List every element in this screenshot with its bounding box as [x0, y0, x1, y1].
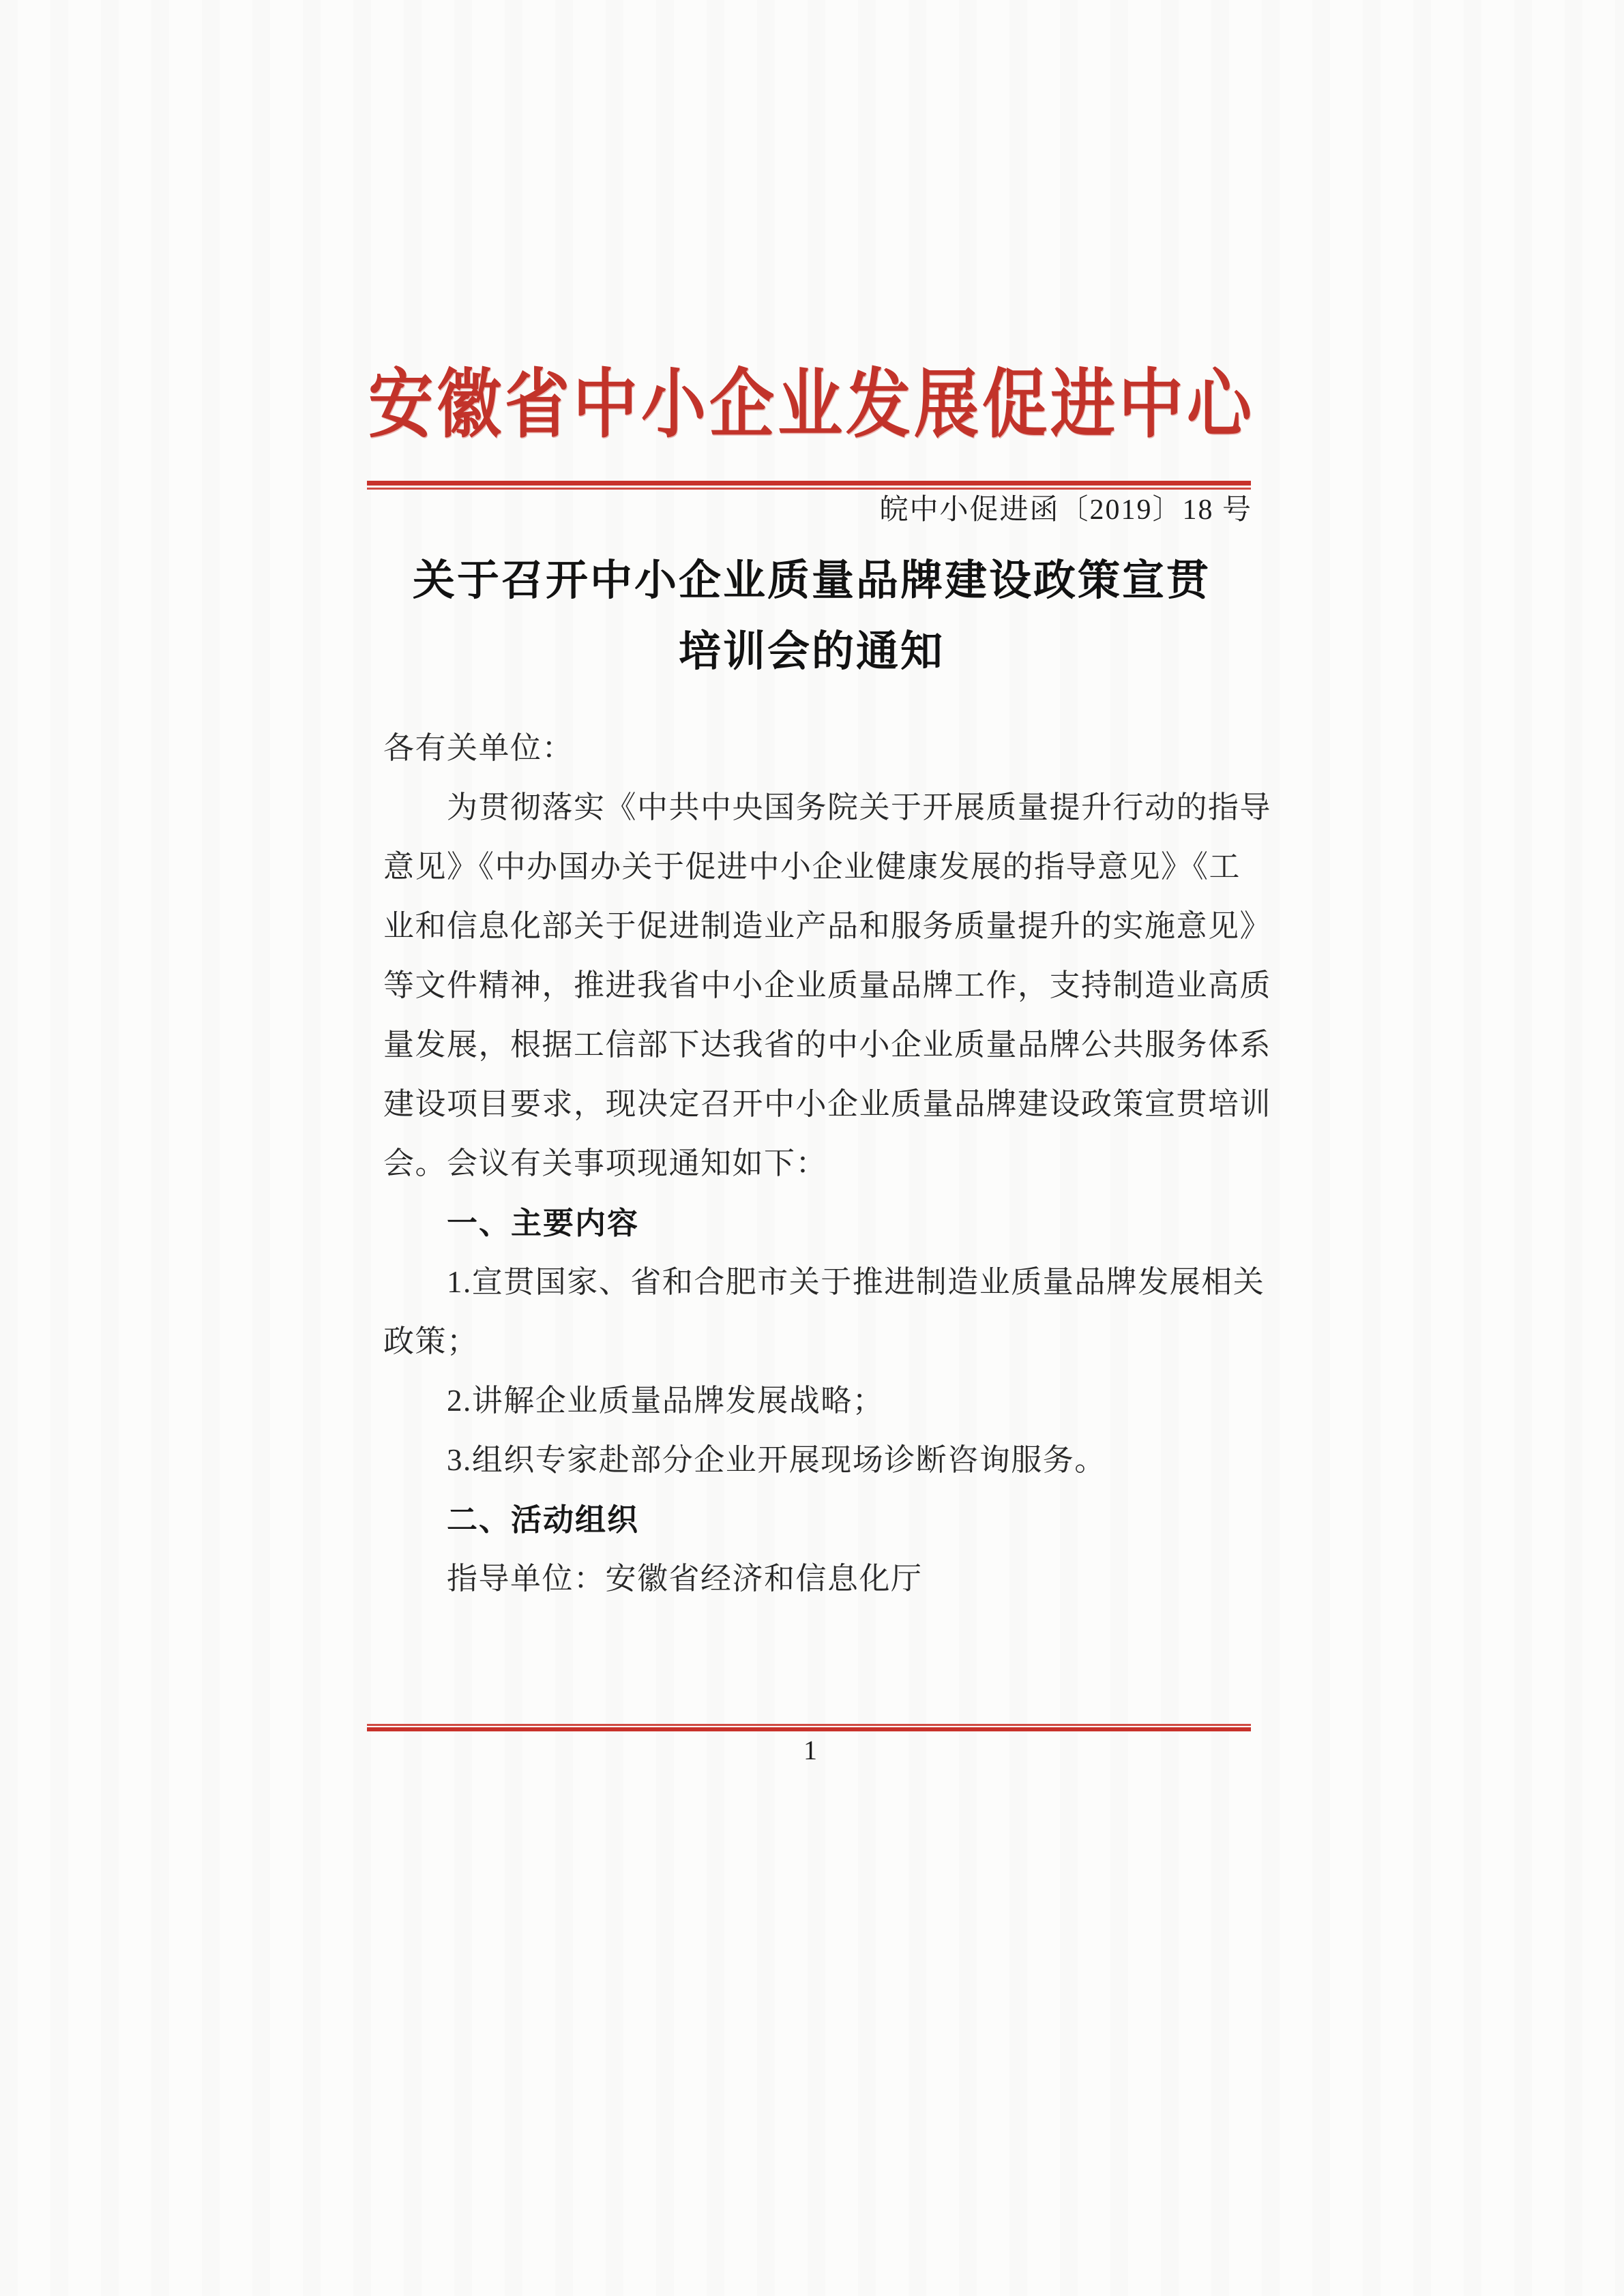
section-heading-1: 一、主要内容 [447, 1206, 640, 1240]
list-item-1-line1: 1.宣贯国家、省和合肥市关于推进制造业质量品牌发展相关 [447, 1265, 1265, 1299]
document-number: 皖中小促进函〔2019〕18 号 [879, 494, 1252, 526]
paragraph-line: 为贯彻落实《中共中央国务院关于开展质量提升行动的指导 [447, 790, 1272, 824]
document-title-line1: 关于召开中小企业质量品牌建设政策宣贯 [412, 558, 1211, 604]
paragraph-line: 量发展，根据工信部下达我省的中小企业质量品牌公共服务体系 [383, 1028, 1272, 1062]
guide-unit-line: 指导单位：安徽省经济和信息化厅 [447, 1562, 923, 1596]
paragraph-line: 意见》《中办国办关于促进中小企业健康发展的指导意见》《工 [383, 850, 1241, 884]
document-title-line2: 培训会的通知 [678, 629, 945, 675]
letterhead-org-name: 安徽省中小企业发展促进中心 [368, 363, 1256, 447]
paragraph-line: 建设项目要求，现决定召开中小企业质量品牌建设政策宣贯培训 [383, 1087, 1272, 1121]
section-heading-2: 二、活动组织 [447, 1502, 640, 1537]
list-item-3: 3.组织专家赴部分企业开展现场诊断咨询服务。 [447, 1443, 1106, 1477]
rule-thick-line [367, 1727, 1251, 1731]
list-item-2: 2.讲解企业质量品牌发展战略； [447, 1384, 885, 1418]
footer-red-rule [367, 1724, 1251, 1731]
document-title [300, 546, 1323, 687]
paragraph-line: 等文件精神，推进我省中小企业质量品牌工作，支持制造业高质 [383, 968, 1272, 1002]
salutation: 各有关单位： [383, 731, 574, 765]
document-body [383, 719, 1272, 1609]
rule-thick-line [367, 481, 1251, 486]
list-item-1-line2: 政策； [383, 1324, 479, 1358]
page-number: 1 [803, 1735, 817, 1765]
paragraph-line: 会。会议有关事项现通知如下： [383, 1146, 828, 1180]
paragraph-line: 业和信息化部关于促进制造业产品和服务质量提升的实施意见》 [383, 909, 1272, 943]
